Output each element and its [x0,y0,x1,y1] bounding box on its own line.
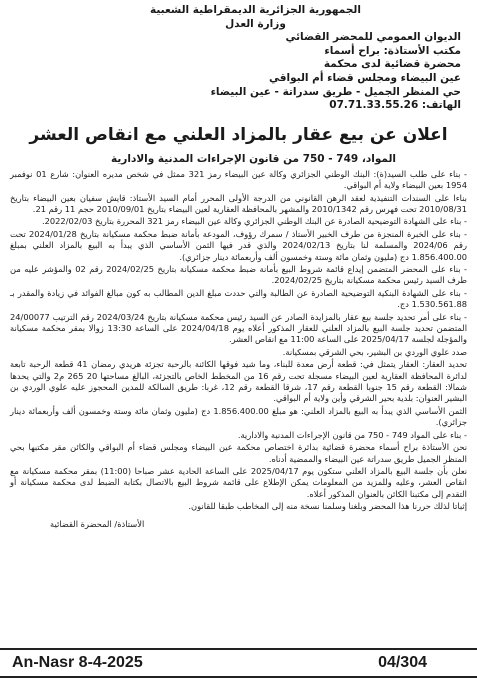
signature-line: الأستاذة/ المحضرة القضائية [50,518,145,529]
body-paragraph: الثمن الأساسي الذي يبدأ به البيع بالمزاد العلني: هو مبلغ 1.856.400.00 دج (مليون وثمان مائة وستة وخمسون ألف وأربعمائة دينار جزائري). [10,405,467,428]
body-paragraph: نحن الأستاذة براح أسماء محضرة قضائية بدائرة اختصاص محكمة عين البيضاء ومجلس قضاء أم البواقي والكائن مقر مكتبها بحي المنظر الجميل طريق سدراتة عين البيضاء والممضية أدناه. [10,442,467,464]
republic-name: الجمهورية الجزائرية الديمقراطية الشعبية [150,4,361,16]
body-paragraph: - بناء على أمر تحديد جلسة بيع عقار بالمزايدة الصادر عن السيد رئيس محكمة مسكيانة بتاريخ 2024/03/24 رقم الترتيب 24/00077 المتضمن تحديد جلسة البيع بالمزاد العلني للعقار المذكور أعلاه يوم 2024/04/18 على الساعة 13:30 زوالا بمقر محكمة مسكيانة والمؤجلة لجلسة 2025/04/17 على الساعة 11:00 مع انقاص العشر. [10,311,468,345]
body-paragraph: إثباتا لذلك حررنا هذا المحضر وبلغنا وسلمنا نسخة منه إلى المخاطب طبقا للقانون. [188,501,467,512]
body-paragraph: - بناء على الشهادة التوضيحية الصادرة عن البنك الوطني الجزائري وكالة عين البيضاء رمز 321 المحررة بتاريخ 2022/02/03. [41,216,467,227]
body-paragraph: تحديد العقار: العقار يتمثل في: قطعة أرض معدة للبناء، وما شيد فوقها الكائنة بالرحبة تجزئة هريدي رمضان 41 قطعة الرحبة تابعة لدائرة المحافظة العقارية لعين البيضاء مسجلة تحت رقم 16 من المخطط الخاص بالتجزئة، البالغ مساحتها 20 265 م2 والتي يحدها شمالا: القطعة رقم 15 جنوبا القطعة رقم 17، شرقا القطعة رقم 12، غربا: طريق السالكة للمدين المحجوز عليه علوي الوردي بن البشير العنوان: بلدية بحير الشرقي وأين ولاية أم البواقي. [10,359,467,404]
body-paragraph: نعلن بأن جلسة البيع بالمزاد العلني ستكون يوم 2025/04/17 على الساعة الحادية عشر صباحا (11:00) بمقر محكمة مسكيانة مع انقاص العشر، وعليه وللمزيد من المعلومات يمكن الإطلاع على قائمة شروط البيع بالاتصال بكتابة الضبط لدى محكمة مسكيانة أو التقدم إلى مكتبنا الكائن بالعنوان المذكور أعلاه. [10,465,468,499]
jurisdiction: عين البيضاء ومجلس قضاء أم البواقي [268,71,461,84]
newspaper-footer [0,648,477,678]
notice-reference: 04/304 [378,654,427,671]
office-phone: الهاتف: 07.71.33.55.26 [329,99,461,112]
bailiff-name: مكتب الأستاذة: براح أسماء [324,44,461,57]
notice-subtitle: المواد، 749 - 750 من قانون الإجراءات المدنية والادارية [110,152,396,165]
office-address: حي المنظر الجميل - طريق سدراتة - عين البيضاء [210,85,461,98]
notice-body [10,169,467,513]
body-paragraph: - بناء على طلب السيد(ة): البنك الوطني الجزائري وكالة عين البيضاء رمز 321 ممثل في شخص مديره العنوان: شارع 01 نوفمبر 1954 بعين البيضاء ولاية أم البواقي. [10,168,468,191]
body-paragraph: صدد علوي الوردي بن البشير، بحي الشرقي بمسكيانة. [282,346,467,357]
court-title: محضرة قضائية لدى محكمة [323,58,461,71]
body-paragraph: - بناء على المواد 749 - 750 من قانون الإجراءات المدنية والادارية. [237,429,467,440]
ministry-name: وزارة العدل [225,17,286,30]
newspaper-name-date: An-Nasr 8-4-2025 [12,654,143,671]
body-paragraph: - بناء على المحضر المتضمن إيداع قائمة شروط البيع بأمانة ضبط محكمة مسكيانة بتاريخ 2024/02/25 رقم 02 والمؤشر عليه من طرف السيد رئيس محكمة مسكيانة بتاريخ 2024/02/25. [10,264,467,286]
body-paragraph: - بناء على الخبرة المنجزة من طرف الخبير الأستاذ / سمرك رؤوف، المودعة بأمانة ضبط محكمة مسكيانة بتاريخ 2024/01/28 تحت رقم 2024/06 والمسلمة لنا بتاريخ 2024/02/13 والذي قدر فيها الثمن الأساسي الذي يبدأ به البيع بالمزاد العلني بمبلغ 1.856.400.00 دج (مليون وثمان مائة وستة وخمسون ألف وأربعمائة دينار جزائري). [10,228,468,262]
body-paragraph: بناءا على السندات التنفيذية لعقد الرهن القانوني من الدرجة الأولى المحرر أمام السيد الأستاذ: قايش سفيان بعين البيضاء بتاريخ 2010/08/31 تحت فهرس رقم 2010/1342 والمشهر بالمحافظة العقارية لعين البيضاء بتاريخ 2010/09/01 حجم 11 رقم 21. [10,192,467,214]
notice-header [10,4,467,113]
body-paragraph: - بناء على الشهادة البنكية التوضيحية الصادرة عن الطالبة والتي حددت مبلغ الدين المطالب به كون مبالغ الفوائد في زيادة والمقدر بـ 1.530.561.88 دج. [10,287,467,310]
notice-title: اعلان عن بيع عقار بالمزاد العلني مع انقاص العشر [29,124,448,145]
office-name: الديوان العمومي للمحضر القضائي [285,31,461,44]
